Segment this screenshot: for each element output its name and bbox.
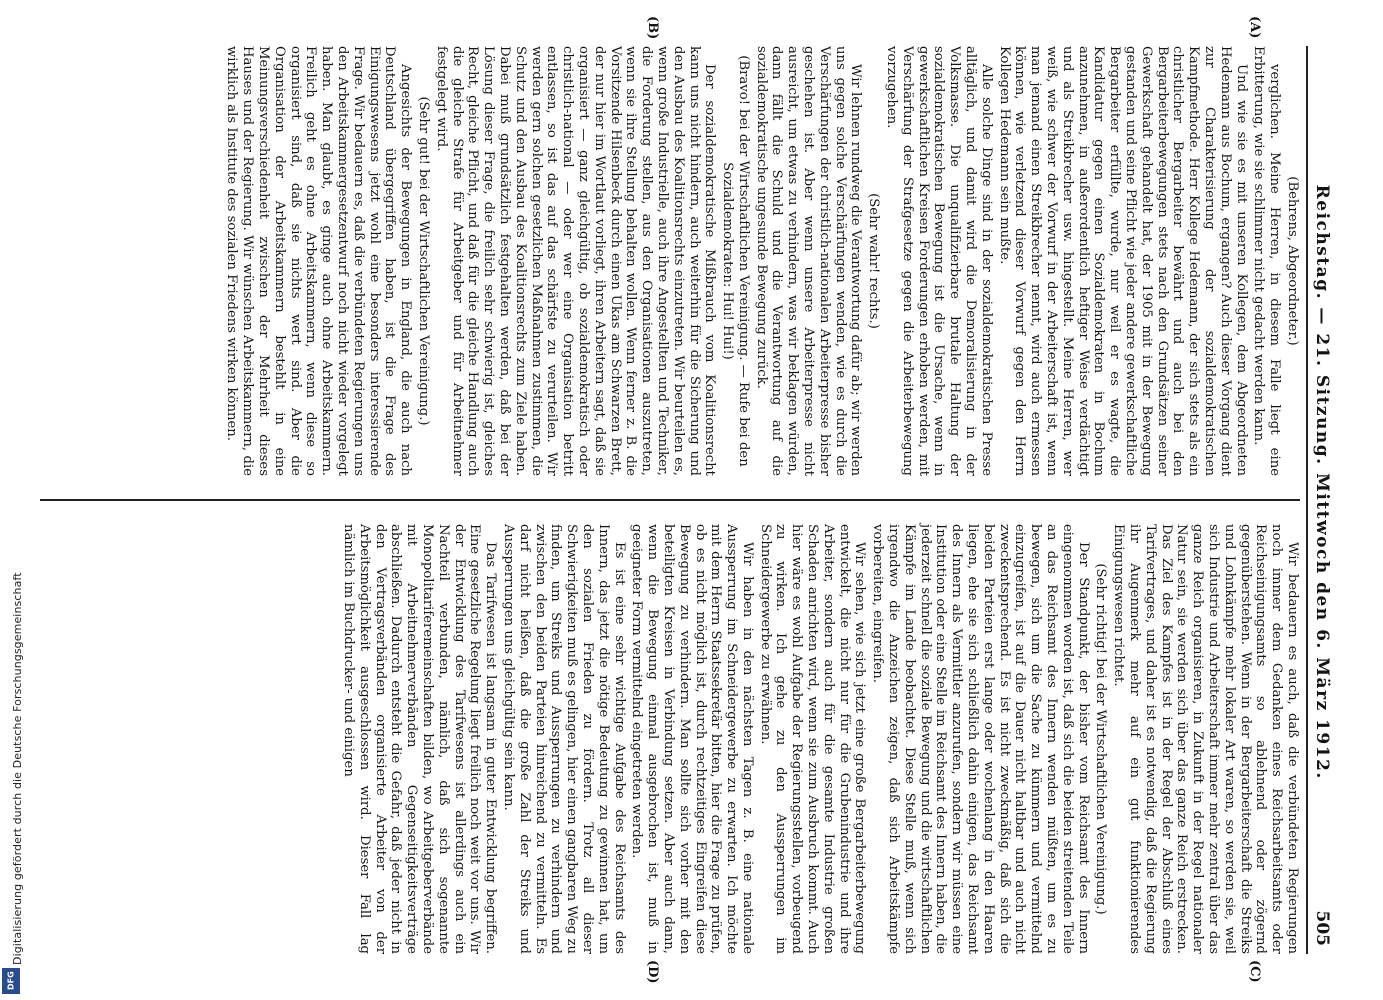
paragraph: (Behrens, Abgeordneter.)	[1285, 176, 1300, 346]
page-number: 505	[1312, 910, 1332, 946]
page-header	[1306, 46, 1336, 954]
right-column	[40, 514, 1300, 954]
paragraph: verglichen. Meine Herren, in diesem Falle liegt eine Erbitterung, wie sie schlimmer nicht gedacht werden kann.	[1251, 46, 1283, 476]
paragraph: Der sozialdemokratische Mißbrauch vom Koalitionsrecht kann uns nicht hindern, auch weiterhin für die Sicherung und den Ausbau des Koalitionsrechts einzutreten. Wir beurteilen es, wenn große Industrielle, auch ihre Angestellten und Techniker, die Forderung stellen, aus den Organisationen auszutreten, wenn sie ihre Stellung behalten wollen. Wenn ferner z. B. die Vorsitzende Hilsenbeck durch einen Ukas am Schwarzen Brett, der nur hier im Wortlaut vorliegt, ihren Arbeitern sagt, daß sie organisiert — ganz gleichgültig, ob sozialdemokratisch oder christlich-national — oder wer eine Organisation betritt entlassen, so ist das auf das schärfste zu verurteilen. Wir werden gern solchen gesetzlichen Maßnahmen zustimmen, die Schutz und den Ausbau des Koalitionsrechts zum Ziele haben. Dabei muß grundsätzlich festgehalten werden, daß bei der Lösung dieser Frage, die freilich sehr schwierig ist, gleiches Recht, gleiche Pflicht, und daß für die gleiche Handlung auch die gleiche Strafe für Arbeitgeber und für Arbeitnehmer festgelegt wird.	[433, 46, 718, 476]
paragraph: Wir lehnen rundweg die Verantwortung dafür ab; wir werden uns gegen solche Verschärfungen wenden, wie es durch die Verschärfungen der christlich-nationalen Arbeiterpresse bisher geschehen ist. Aber wenn unsere Arbeiterpresse nicht ausreicht, um etwas zu verhindern, was wir beklagen würden, dann fällt die Schuld und die Verantwortung auf die sozialdemokratische ungesunde Bewegung zurück.	[753, 46, 864, 476]
paragraph: Das Tarifwesen ist langsam in guter Entwicklung begriffen. Eine gesetzliche Regelung liegt freilich noch weit vor uns. Wir der Entwicklung des Tarifwesens ist allerdings auch ein Nachteil verbunden, nämlich, daß sich sogenannte Monopolitariferemeinschaften bilden, wo Arbeitgeberverbände mit Arbeitnehmerverbänden Gegenseitigkeitsverträge abschließen. Dadurch entsteht die Gefahr, daß jeder nicht in den Vertragsverbänden organisierte Arbeiter von der Arbeitsmöglichkeit ausgeschlossen wird. Dieser Fall lag nämlich im Buchdrucker- und einigen	[340, 524, 499, 954]
paragraph: Und wie sie es mit unseren Kollegen, dem Abgeordneten Hedemann aus Bochum, ergangen? Auch dieser Vorgang dient zur Charakterisierung der sozialdemokratischen Kampfmethode. Herr Kollege Hedemann, der sich stets als ein christlicher Bergarbeiter bewährt und auch bei den Bergarbeiterbewegungen stets nach den Grundsätzen seiner Gewerkschaft gehandelt hat, der 1905 mit in der Bewegung gestanden und seine Pflicht wie jeder andere gewerkschaftliche Bergarbeiter erfüllte, wurde, nur weil er es wagte, die Kandidatur gegen einen Sozialdemokraten in Bochum anzunehmen, in außerordentlich heftiger Weise verdächtigt und als Streikbrecher usw. hingestellt. Meine Herren, wer weiß, wie schwer der Vorwurf in der Arbeiterschaft ist, wenn man jemand einen Streikbrecher nennt, wird auch ermessen können, wie verletzend dieser Vorwurf gegen den Herrn Kollegen Hedemann sein mußte.	[996, 46, 1249, 476]
paragraph: Angesichts der Bewegungen in England, die auch nach Deutschland übergegriffen haben, ist die Frage des Einigungswesens jetzt wohl eine besonders interessierende Frage. Wir bedauern es, daß die verbündeten Regierungen uns den Arbeitskammergesetzentwurf noch nicht wieder vorgelegt haben. Man glaubt, es ginge auch ohne Arbeitskammern. Freilich geht es ohne Arbeitskammern, wenn diese so organisiert sind, daß sie nichts wert sind. Aber die Organisation der Arbeitskammern bestehlt in eine Meinungsverschiedenheit zwischen der Mehrheit dieses Hauses und der Regierung. Wir wünschen Arbeitskammern, die wirklich als Institute des sozialen Friedens wirken können.	[224, 46, 414, 476]
text-columns	[40, 16, 1300, 984]
document-page	[36, 16, 1336, 984]
paragraph: Wir sehen, wie sich jetzt eine große Bergarbeiterbewegung entwickelt, die nicht nur für die Grubenindustrie und ihre Arbeiter, sondern auch für die gesamte Industrie großen Schaden anrichten wird, wenn sie zum Ausbruch kommt. Auch hier wäre es wohl Aufgabe der Regierungsstellen, vorbeugend zu wirken. Ich gehe zu den Aussperrungen im Schneidergewerbe zu erwähnen.	[757, 524, 868, 954]
paragraph: Wir haben in den nächsten Tagen z. B. eine nationale Aussperrung im Schneidergewerbe zu erwarten. Ich möchte mit dem Herrn Staatssekretär bitten, hier die Frage zu prüfen, ob es nicht möglich ist, durch rechtzeitiges Eingreifen diese Bewegung zu verhindern. Man sollte sich vorher mit den beteiligten Kreisen in Verbindung setzen. Aber auch dann, wenn die Bewegung einmal ausgebrochen ist, muß in geeigneter Form vermittelnd eingetreten werden.	[629, 524, 755, 954]
credit-strip	[0, 0, 22, 1000]
paragraph: Es ist eine sehr wichtige Aufgabe des Reichsamts des Innern, das jetzt die nötige Bedeutung zu gewinnen hat, um den sozialen Frieden zu fördern. Trotz all dieser Schwierigkeiten muß es gelingen, hier einen gangbaren Weg zu finden, um Streiks und Aussperrungen zu verhindern und zwischen den beiden Parteien hinreichend zu vermitteln. Es darf nicht heißen, daß die große Zahl der Streiks und Aussperrungen uns gleichgültig sein kann.	[500, 524, 627, 954]
paragraph: (Sehr wahr! rechts.)	[866, 193, 882, 329]
margin-mark-b: (B)	[645, 16, 660, 40]
margin-mark-c: (C)	[1247, 960, 1262, 983]
dfg-logo: DFG	[2, 968, 20, 994]
paragraph: (Sehr richtig! bei der Wirtschaftlichen Vereinigung.)	[1093, 563, 1109, 915]
margin-mark-d: (D)	[645, 960, 660, 984]
paragraph: Wir bedauern es auch, daß die verbündeten Regierungen noch immer dem Gedanken eines Reichsarbeitsamts oder Reichseinigungsamts so ablehnend oder zögernd gegenüberstehen. Wenn in der Bergarbeiterschaft die Streiks und Lohnkämpfe mehr lokaler Art waren, so werden sie, weil sich Industrie und Arbeiterschaft immer mehr zentral über das ganze Reich organisieren, in Zukunft in der Regel nationaler Natur sein, sie werden sich über das ganze Reich erstrecken. Das Ziel des Kampfes ist in der Regel der Abschluß eines Tarifvertrages, und daher ist es notwendig, daß die Regierung ihr Augenmerk mehr auf ein gut funktionierendes Einigungswesen richtet.	[1111, 524, 1300, 954]
header-title: Reichstag. — 21. Sitzung. Mittwoch den 6. März 1912.	[1312, 184, 1332, 780]
paragraph: Alle solche Dinge sind in der sozialdemokratischen Presse alltäglich, und damit wird die Demoralisierung in der Volksmasse. Die unqualifizierbare brutale Haltung der sozialdemokratischen Bewegung ist die Ursache, wenn in gewerkschaftlichen Kreisen Forderungen erhoben werden, mit Verschärfung der Strafgesetze gegen die Arbeiterbewegung vorzugehen.	[884, 46, 994, 476]
digitization-credit: Digitalisierung gefördert durch die Deutsche Forschungsgemeinschaft	[11, 572, 24, 965]
column-divider	[40, 499, 1300, 501]
paragraph: (Bravo! bei der Wirtschaftlichen Vereinigung. — Rufe bei den Sozialdemokraten: Hui! Hui!)	[720, 55, 751, 467]
paragraph: Der Standpunkt, der bisher vom Reichsamt des Innern eingenommen worden ist, daß sich die beiden streitenden Teile an das Reichsamt des Innern wenden müßten, um es zu bewegen, sich um die Sache zu kümmern und vermittelnd einzugreifen, ist auf die Dauer nicht haltbar und auch nicht zweckentsprechend. Es ist nicht zweckmäßig, daß sich die beiden Parteien erst lange oder wochenlang in den Haaren liegen, ehe sie sich schließlich dahin einigen, das Reichsamt des Innern als Vermittler anzurufen, sondern wir müssen eine Institution oder eine Stelle im Reichsamt des Innern haben, die jederzeit schnell die soziale Bewegung und die wirtschaftlichen Kämpfe im Lande beobachtet. Diese Stelle muß, wenn sich irgendwo die Anzeichen zeigen, daß sich Arbeitskämpfe vorbereiten, eingreifen.	[870, 524, 1091, 954]
left-column	[40, 46, 1300, 486]
margin-mark-a: (A)	[1247, 16, 1262, 39]
paragraph: (Sehr gut! bei der Wirtschaftlichen Vereinigung.)	[415, 96, 431, 426]
